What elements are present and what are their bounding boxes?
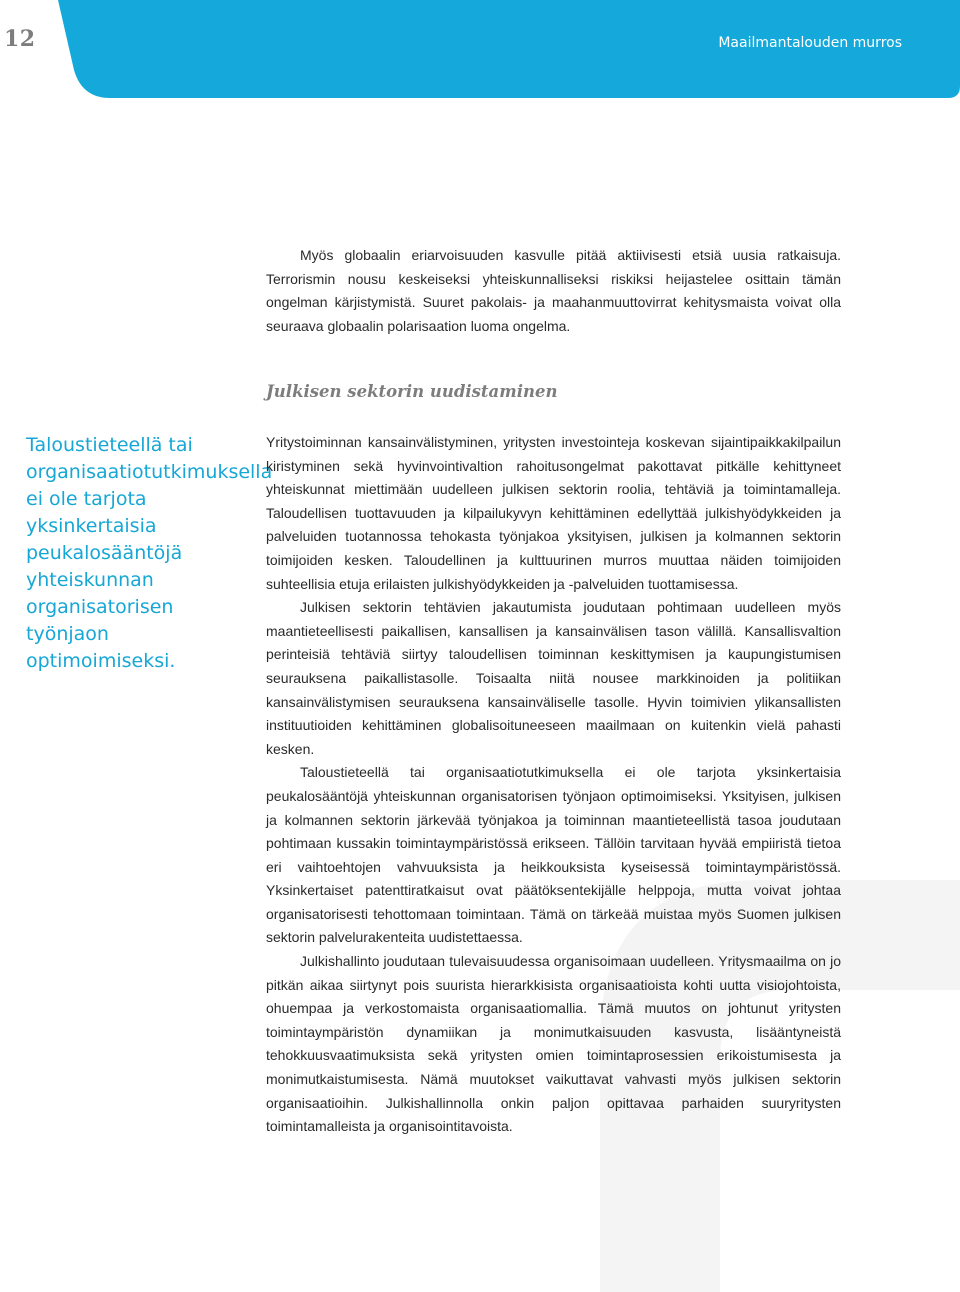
section-body xyxy=(266,431,841,1139)
intro-paragraph: Myös globaalin eriarvoisuuden kasvulle pitää aktiivisesti etsiä uusia ratkaisuja. Terrorismin nousu keskeiseksi yhteiskunnalliseksi riskiksi heijastelee osittain tämän ongelman kärjistymistä. Suuret pakolais- ja maahanmuuttovirrat kehitysmaista voivat olla seuraava globaalin polarisaation luoma ongelma. xyxy=(266,247,841,334)
page-number: 12 xyxy=(4,26,36,52)
body-paragraph: Julkisen sektorin tehtävien jakautumista joudutaan pohtimaan uudelleen myös maantieteellisesti paikallisen, kansallisen ja kansainvälisen tason välillä. Kansallisvaltion perinteisiä tehtäviä siirtyy taloudellisen toiminnan keskittymisen ja kaupungistumisen seurauksena paikallistasolle. Toisaalta niitä nousee markkinoiden ja politiikan kansainvälistymisen seurauksena kansainväliselle tasolle. Hyvin toimivien ylikansallisten instituutioiden kehittäminen globalisoituneeseen maailmaan on kuitenkin vielä pahasti kesken. xyxy=(266,599,841,757)
body-paragraph: Julkishallinto joudutaan tulevaisuudessa organisoimaan uudelleen. Yritysmaailma on jo pitkän aikaa siirtynyt pois suurista hierarkkisista organisaatioista kohti uutta visiojohtoista, ohuempaa ja verkostomaista organisaatiomallia. Tämä muutos on johtunut yritysten toimintaympäristön dynamiikan ja monimutkaisuuden kasvusta, lisääntyneistä tehokkuusvaatimuksista sekä yritysten omien toimintaprosessien erikoistumisesta ja monimutkaistumisesta. Nämä muutokset vaikuttavat vahvasti myös julkisen sektorin organisaatioihin. Julkishallinnolla onkin paljon opittavaa parhaiden suuryritysten toimintamalleista ja organisointitavoista. xyxy=(266,953,841,1135)
pull-quote: Taloustieteellä tai organisaatiotutkimuksella ei ole tarjota yksinkertaisia peukalosääntöjä yhteiskunnan organisatorisen työnjaon optimoimiseksi. xyxy=(26,434,273,672)
running-title: Maailmantalouden murros xyxy=(718,35,902,51)
header-band xyxy=(0,0,960,130)
body-paragraph: Yritystoiminnan kansainvälistyminen, yritysten investointeja koskevan sijaintipaikkakilpailun kiristyminen sekä hyvinvointivaltion rahoitusongelmat pakottavat pitkälle kehittyneet yhteiskunnat miettimään uudelleen julkisen sektorin roolia, tehtäviä ja toimintamalleja. Taloudellisen tuottavuuden ja kilpailukyvyn kehittäminen edellyttää julkishyödykkeiden ja palveluiden tuotannossa tehokasta työnjakoa yksityisen, julkisen ja kolmannen sektorin toimijoiden kesken. Taloudellinen ja kulttuurinen murros muuttaa näiden toimijoiden suhteellisia etuja erilaisten julkishyödykkeiden ja -palveluiden tuottamisessa. xyxy=(266,434,841,592)
body-paragraph: Taloustieteellä tai organisaatiotutkimuksella ei ole tarjota yksinkertaisia peukalosääntöjä yhteiskunnan organisatorisen työnjaon optimoimiseksi. Yksityisen, julkisen ja kolmannen sektorin järkevää työnjakoa ja toiminnan maantieteellistä tasoa joudutaan pohtimaan kussakin toimintaympäristössä erikseen. Tällöin tarvitaan hyvää empiiristä tietoa eri vaihtoehtojen vahvuuksista ja heikkouksista kyseisessä toimintaympäristössä. Yksinkertaiset patenttiratkaisut ovat päätöksentekijälle helppoja, mutta voivat johtaa organisatorisesti tehottomaan toimintaan. Tämä on tärkeää muistaa myös Suomen julkisen sektorin palvelurakenteita uudistettaessa. xyxy=(266,764,841,946)
section-heading: Julkisen sektorin uudistaminen xyxy=(266,382,558,401)
